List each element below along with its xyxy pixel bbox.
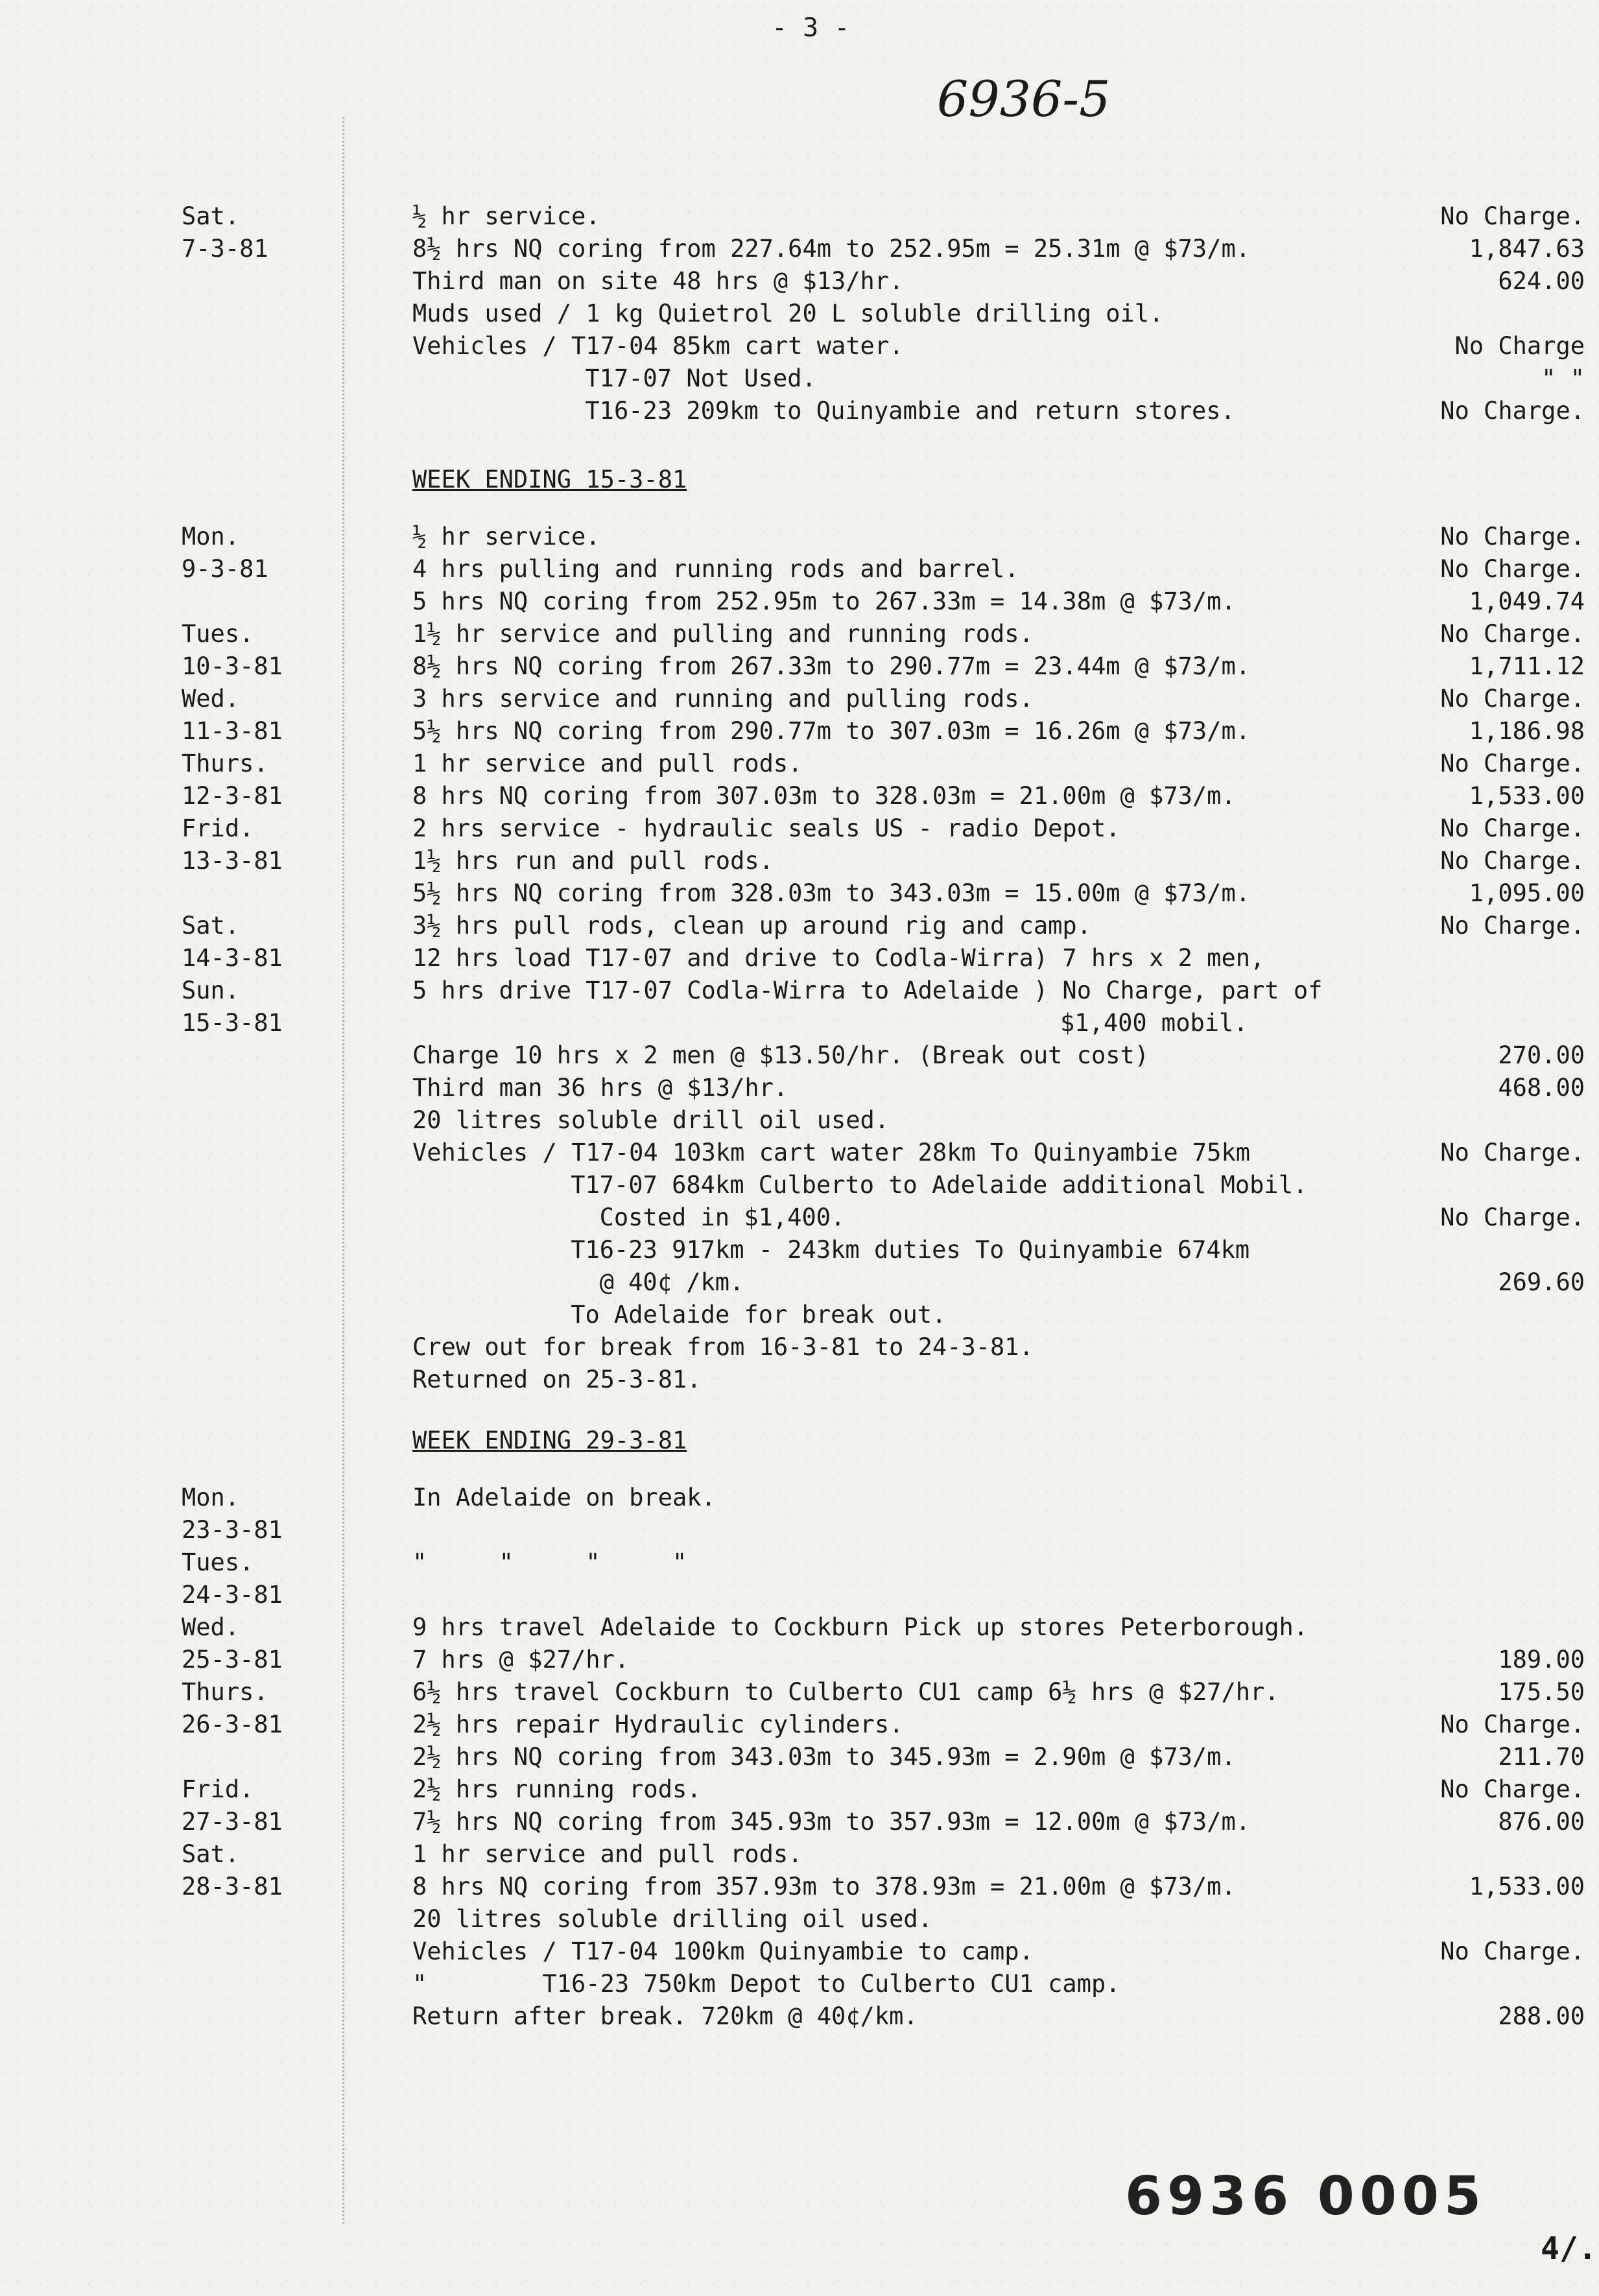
ledger-row [0,879,1599,912]
row-description: 8½ hrs NQ coring from 267.33m to 290.77m = 23.44m @ $73/m. [412,652,1251,680]
row-amount: 876.00 [1498,1808,1585,1836]
row-amount: 1,186.98 [1469,717,1585,745]
ledger-row [0,1301,1599,1333]
row-description: 1 hr service and pull rods. [412,750,803,777]
row-date: 11-3-81 [182,717,283,745]
row-description: 9 hrs travel Adelaide to Cockburn Pick up stores Peterborough. [412,1613,1309,1641]
ledger-row [0,652,1599,685]
row-description: 20 litres soluble drilling oil used. [412,1905,932,1933]
ledger-row [0,1236,1599,1268]
row-amount: No Charge. [1440,1937,1585,1965]
row-description: Vehicles / T17-04 85km cart water. [412,332,904,360]
row-amount: No Charge. [1440,912,1585,940]
ledger-row [0,685,1599,717]
ledger-row [0,523,1599,555]
ledger-row [0,1041,1599,1074]
row-description: Vehicles / T17-04 103km cart water 28km To Quinyambie 75km [412,1139,1251,1166]
row-date: Frid. [182,1775,254,1803]
row-date: Sat. [182,1840,240,1868]
row-date: Frid. [182,814,254,842]
ledger-row [0,717,1599,750]
row-description: 2½ hrs NQ coring from 343.03m to 345.93m = 2.90m @ $73/m. [412,1743,1236,1771]
ledger-row [0,1710,1599,1743]
row-description: 5 hrs NQ coring from 252.95m to 267.33m = 14.38m @ $73/m. [412,587,1236,615]
document-stamp: 6936 0005 [1125,2166,1486,2227]
ledger-row [0,1074,1599,1106]
ledger-row [0,912,1599,944]
row-date: 14-3-81 [182,944,283,972]
row-description: 3 hrs service and running and pulling rods. [412,685,1034,713]
row-amount: 1,533.00 [1469,782,1585,810]
ledger-row [0,1581,1599,1613]
row-amount: No Charge. [1440,814,1585,842]
row-amount: No Charge. [1440,555,1585,583]
row-description: $1,400 mobil. [1060,1009,1248,1037]
ledger-row [0,1548,1599,1581]
row-amount: No Charge. [1440,1710,1585,1738]
row-date: 10-3-81 [182,652,283,680]
row-description: @ 40¢ /km. [599,1268,744,1296]
ledger-row [0,555,1599,587]
row-description: 12 hrs load T17-07 and drive to Codla-Wirra) 7 hrs x 2 men, [412,944,1265,972]
ledger-row [0,2002,1599,2035]
row-description: Vehicles / T17-04 100km Quinyambie to camp. [412,1937,1034,1965]
row-amount: 270.00 [1498,1041,1585,1069]
row-date: Wed. [182,1613,240,1641]
ledger-row [0,944,1599,976]
row-amount: 468.00 [1498,1074,1585,1102]
row-description: 8 hrs NQ coring from 307.03m to 328.03m = 21.00m @ $73/m. [412,782,1236,810]
row-amount: 1,049.74 [1469,587,1585,615]
row-description: 2½ hrs repair Hydraulic cylinders. [412,1710,904,1738]
row-date: 25-3-81 [182,1646,283,1674]
ledger-row [0,300,1599,332]
ledger-row [0,332,1599,364]
row-date: 13-3-81 [182,847,283,875]
row-description: T16-23 209km to Quinyambie and return stores. [585,397,1235,425]
row-date: 24-3-81 [182,1581,283,1609]
ledger-row [0,1171,1599,1203]
row-description: 1 hr service and pull rods. [412,1840,803,1868]
row-date: Sat. [182,202,240,230]
row-amount: No Charge. [1440,685,1585,713]
row-description: 20 litres soluble drill oil used. [412,1106,890,1134]
ledger-row [0,364,1599,397]
ledger-row [0,782,1599,814]
row-date: 27-3-81 [182,1808,283,1836]
ledger-row [0,1139,1599,1171]
ledger-row [0,1840,1599,1873]
ledger-row [0,397,1599,429]
row-description: 5 hrs drive T17-07 Codla-Wirra to Adelaide ) No Charge, part of [412,976,1323,1004]
row-description: 4 hrs pulling and running rods and barrel. [412,555,1019,583]
ledger-row [0,1808,1599,1840]
row-amount: No Charge. [1440,750,1585,777]
ledger-row [0,267,1599,300]
ledger-row [0,1970,1599,2002]
row-description: Costed in $1,400. [599,1203,846,1231]
row-date: 9-3-81 [182,555,268,583]
row-amount: No Charge. [1440,620,1585,648]
row-date: 23-3-81 [182,1516,283,1544]
ledger-row [0,1009,1599,1041]
ledger-row [0,202,1599,235]
row-amount: No Charge. [1440,397,1585,425]
next-page-marker: 4/. [1541,2231,1597,2267]
row-description: 8 hrs NQ coring from 357.93m to 378.93m = 21.00m @ $73/m. [412,1873,1236,1900]
row-date: Thurs. [182,1678,268,1706]
ledger-row [0,587,1599,620]
row-amount: 211.70 [1498,1743,1585,1771]
row-description: ½ hr service. [412,202,600,230]
ledger-row [0,847,1599,879]
ledger-row [0,1937,1599,1970]
row-description: 2½ hrs running rods. [412,1775,702,1803]
row-description: 6½ hrs travel Cockburn to Culberto CU1 camp 6½ hrs @ $27/hr. [412,1678,1279,1706]
row-amount: No Charge. [1440,1775,1585,1803]
row-date: Mon. [182,523,240,550]
row-description: 5½ hrs NQ coring from 290.77m to 307.03m = 16.26m @ $73/m. [412,717,1251,745]
row-description: Returned on 25-3-81. [412,1366,702,1393]
ledger-row [0,1905,1599,1937]
row-description: Third man 36 hrs @ $13/hr. [412,1074,788,1102]
ledger-row [0,1203,1599,1236]
row-description: 7½ hrs NQ coring from 345.93m to 357.93m = 12.00m @ $73/m. [412,1808,1251,1836]
ledger-row [0,1106,1599,1139]
row-amount: 624.00 [1498,267,1585,295]
row-description: 2 hrs service - hydraulic seals US - radio Depot. [412,814,1120,842]
week-heading: WEEK ENDING 15-3-81 [412,466,687,493]
row-amount: 269.60 [1498,1268,1585,1296]
row-description: Third man on site 48 hrs @ $13/hr. [412,267,904,295]
row-amount: No Charge [1454,332,1585,360]
ledger-row [0,1268,1599,1301]
row-amount: No Charge. [1440,202,1585,230]
ledger-row [0,1613,1599,1646]
ledger-row [0,1366,1599,1398]
row-date: Thurs. [182,750,268,777]
row-description: T17-07 684km Culberto to Adelaide additional Mobil. [571,1171,1308,1199]
row-description: " T16-23 750km Depot to Culberto CU1 camp. [412,1970,1120,1998]
row-date: 26-3-81 [182,1710,283,1738]
row-amount: 1,095.00 [1469,879,1585,907]
row-description: 1½ hr service and pulling and running rods. [412,620,1034,648]
row-amount: No Charge. [1440,847,1585,875]
ledger-row [0,1678,1599,1710]
ledger-row [0,1484,1599,1516]
handwritten-reference: 6936-5 [937,70,1111,128]
page-number: - 3 - [772,13,850,43]
row-amount: No Charge. [1440,523,1585,550]
ledger-row [0,1333,1599,1366]
row-description: Return after break. 720km @ 40¢/km. [412,2002,918,2030]
row-amount: 1,847.63 [1469,235,1585,263]
row-date: 15-3-81 [182,1009,283,1037]
row-amount: " " [1541,364,1585,392]
ledger-row [0,1743,1599,1775]
row-description: T16-23 917km - 243km duties To Quinyambie 674km [571,1236,1250,1264]
row-date: Mon. [182,1484,240,1511]
ledger-row [0,620,1599,652]
row-date: Sat. [182,912,240,940]
row-date: 7-3-81 [182,235,268,263]
row-description: T17-07 Not Used. [585,364,816,392]
row-description: 7 hrs @ $27/hr. [412,1646,630,1674]
ledger-row [0,1775,1599,1808]
row-description: In Adelaide on break. [412,1484,716,1511]
row-description: To Adelaide for break out. [571,1301,947,1329]
row-date: Wed. [182,685,240,713]
ledger-row [0,1646,1599,1678]
row-description: 5½ hrs NQ coring from 328.03m to 343.03m = 15.00m @ $73/m. [412,879,1251,907]
row-date: Tues. [182,1548,254,1576]
row-date: Sun. [182,976,240,1004]
row-description: 3½ hrs pull rods, clean up around rig and camp. [412,912,1091,940]
row-amount: 189.00 [1498,1646,1585,1674]
ledger-row [0,976,1599,1009]
ledger-row [0,814,1599,847]
ledger-row [0,1516,1599,1548]
row-date: 12-3-81 [182,782,283,810]
row-amount: 288.00 [1498,2002,1585,2030]
row-description: Crew out for break from 16-3-81 to 24-3-81. [412,1333,1034,1361]
row-description: Muds used / 1 kg Quietrol 20 L soluble drilling oil. [412,300,1164,327]
row-description: 1½ hrs run and pull rods. [412,847,774,875]
ledger-row [0,750,1599,782]
row-amount: No Charge. [1440,1203,1585,1231]
ledger-row [0,1873,1599,1905]
row-description: 8½ hrs NQ coring from 227.64m to 252.95m = 25.31m @ $73/m. [412,235,1251,263]
row-date: Tues. [182,620,254,648]
row-description: Charge 10 hrs x 2 men @ $13.50/hr. (Break out cost) [412,1041,1150,1069]
row-description: " " " " [412,1548,687,1576]
ledger-row [0,235,1599,267]
row-amount: 1,711.12 [1469,652,1585,680]
row-description: ½ hr service. [412,523,600,550]
row-date: 28-3-81 [182,1873,283,1900]
week-heading: WEEK ENDING 29-3-81 [412,1426,687,1454]
row-amount: 1,533.00 [1469,1873,1585,1900]
row-amount: 175.50 [1498,1678,1585,1706]
row-amount: No Charge. [1440,1139,1585,1166]
